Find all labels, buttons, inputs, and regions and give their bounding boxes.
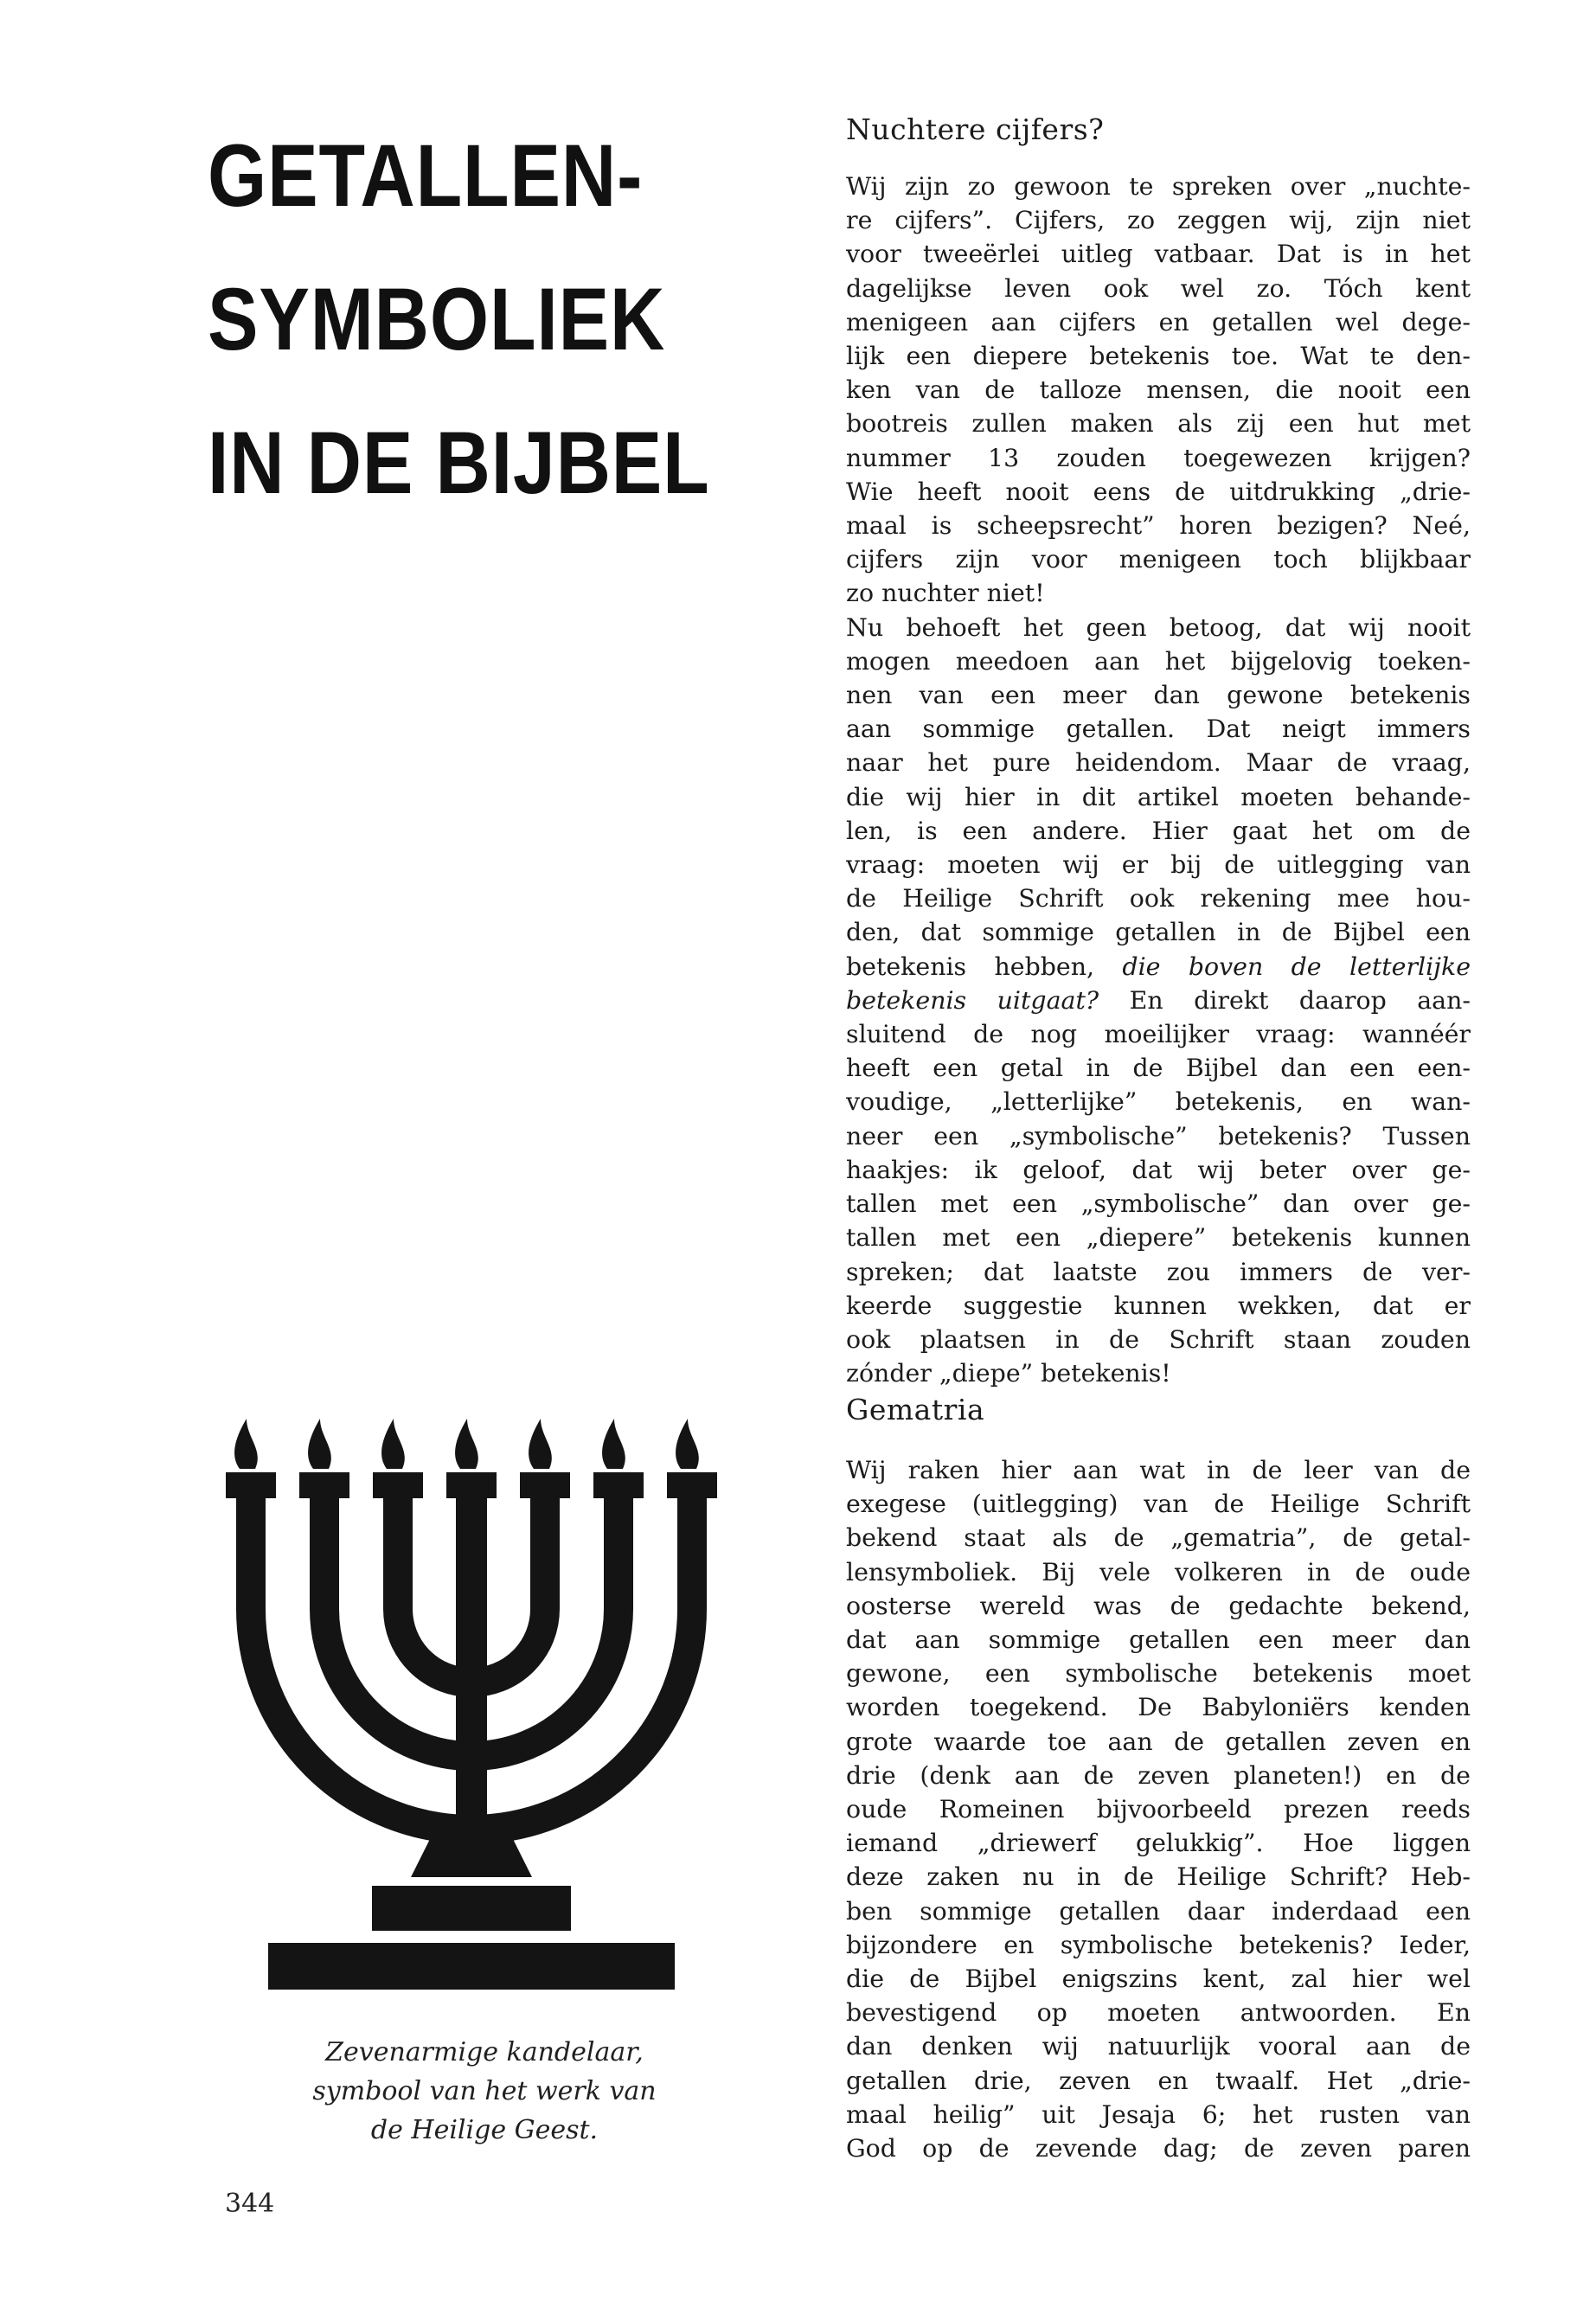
emphasis-text: betekenis uitgaat?	[846, 985, 1099, 1015]
text-line: oosterse wereld was de gedachte bekend,	[846, 1591, 1471, 1620]
menorah-icon	[221, 1419, 731, 1990]
text-line: getallen drie, zeven en twaalf. Het „drie-	[846, 2066, 1471, 2095]
text-line: spreken; dat laatste zou immers de ver-	[846, 1257, 1471, 1286]
text-line: bijzondere en symbolische betekenis? Ieder,	[846, 1930, 1471, 1959]
section-body	[846, 1453, 1471, 2165]
section-heading-wrap	[846, 112, 1471, 146]
text-line: Wij raken hier aan wat in de leer van de	[846, 1456, 1471, 1484]
text-line: bevestigend op moeten antwoorden. En	[846, 1998, 1471, 2028]
text-line: dat aan sommige getallen een meer dan	[846, 1625, 1471, 1655]
text-line: voudige, „letterlijke” betekenis, en wan-	[846, 1087, 1471, 1117]
text-line: voor tweeërlei uitleg vatbaar. Dat is in het	[846, 240, 1471, 269]
text-line	[846, 984, 1471, 1017]
text-line: ken van de talloze mensen, die nooit een	[846, 375, 1471, 405]
title-line: GETALLEN-	[208, 126, 644, 225]
text-line: len, is een andere. Hier gaat het om de	[846, 816, 1471, 845]
text-line: tallen met een „diepere” betekenis kunnen	[846, 1223, 1471, 1253]
text-line: mogen meedoen aan het bijgelovig toeken-	[846, 646, 1471, 676]
text-line: re cijfers”. Cijfers, zo zeggen wij, zijn niet	[846, 206, 1471, 235]
text-line: iemand „driewerf gelukkig”. Hoe liggen	[846, 1829, 1471, 1858]
section-heading: Gematria	[846, 1393, 985, 1426]
section-heading-wrap	[846, 1393, 1471, 1426]
text-line: lijk een diepere betekenis toe. Wat te den-	[846, 342, 1471, 371]
text-line: neer een „symbolische” betekenis? Tussen	[846, 1121, 1471, 1150]
text-line: oude Romeinen bijvoorbeeld prezen reeds	[846, 1795, 1471, 1824]
section-heading: Nuchtere cijfers?	[846, 112, 1105, 146]
text-line: maal heilig” uit Jesaja 6; het rusten van	[846, 2099, 1471, 2129]
title-line: SYMBOLIEK	[208, 270, 666, 369]
text-line: cijfers zijn voor menigeen toch blijkbaar	[846, 545, 1471, 574]
text-run: En direkt daarop aan-	[1099, 985, 1471, 1015]
text-line: de Heilige Schrift ook rekening mee hou-	[846, 884, 1471, 913]
text-line: nummer 13 zouden toegewezen krijgen?	[846, 443, 1471, 472]
caption-line: Zevenarmige kandelaar,	[325, 2037, 644, 2067]
text-line: bootreis zullen maken als zij een hut met	[846, 409, 1471, 439]
text-line: menigeen aan cijfers en getallen wel dege-	[846, 307, 1471, 336]
caption-line: symbool van het werk van	[312, 2076, 657, 2106]
text-line: heeft een getal in de Bijbel dan een een-	[846, 1054, 1471, 1083]
text-line: worden toegekend. De Babyloniërs kenden	[846, 1693, 1471, 1722]
text-line: gewone, een symbolische betekenis moet	[846, 1659, 1471, 1689]
page-number: 344	[225, 2189, 275, 2219]
text-line: deze zaken nu in de Heilige Schrift? Heb-	[846, 1862, 1471, 1892]
text-line: zónder „diepe” betekenis!	[846, 1359, 1171, 1388]
text-line: dan denken wij natuurlijk vooral aan de	[846, 2032, 1471, 2061]
text-line: ook plaatsen in de Schrift staan zouden	[846, 1324, 1471, 1354]
text-line: zo nuchter niet!	[846, 579, 1045, 608]
text-line: die de Bijbel enigszins kent, zal hier wel	[846, 1965, 1471, 1994]
text-line: tallen met een „symbolische” dan over ge-	[846, 1189, 1471, 1219]
text-run: betekenis hebben,	[846, 952, 1123, 981]
text-line: keerde suggestie kunnen wekken, dat er	[846, 1291, 1471, 1320]
text-line: dagelijkse leven ook wel zo. Tóch kent	[846, 273, 1471, 303]
text-line: Wij zijn zo gewoon te spreken over „nuchte-	[846, 172, 1471, 201]
section-body	[846, 170, 1471, 1390]
caption-line: de Heilige Geest.	[370, 2115, 599, 2145]
text-line: die wij hier in dit artikel moeten behande-	[846, 782, 1471, 811]
text-line: Nu behoeft het geen betoog, dat wij nooit	[846, 612, 1471, 642]
text-line	[846, 950, 1471, 984]
text-line: Wie heeft nooit eens de uitdrukking „drie-	[846, 477, 1471, 506]
text-line: bekend staat als de „gematria”, de getal-	[846, 1523, 1471, 1553]
text-line: nen van een meer dan gewone betekenis	[846, 681, 1471, 710]
text-line: aan sommige getallen. Dat neigt immers	[846, 715, 1471, 744]
text-line: ben sommige getallen daar inderdaad een	[846, 1896, 1471, 1926]
text-line: vraag: moeten wij er bij de uitlegging van	[846, 850, 1471, 880]
text-line: drie (denk aan de zeven planeten!) en de	[846, 1760, 1471, 1790]
text-line: naar het pure heidendom. Maar de vraag,	[846, 748, 1471, 778]
text-line: lensymboliek. Bij vele volkeren in de oude	[846, 1557, 1471, 1586]
text-line: grote waarde toe aan de getallen zeven en	[846, 1727, 1471, 1756]
article-title	[208, 104, 710, 535]
text-line: God op de zevende dag; de zeven paren	[846, 2134, 1471, 2163]
figure-caption	[260, 2033, 709, 2150]
title-line: IN DE BIJBEL	[208, 413, 710, 512]
text-line: sluitend de nog moeilijker vraag: wannéér	[846, 1020, 1471, 1049]
text-line: haakjes: ik geloof, dat wij beter over ge-	[846, 1155, 1471, 1184]
text-line: maal is scheepsrecht” horen bezigen? Neé,	[846, 511, 1471, 541]
emphasis-text: die boven de letterlijke	[1122, 952, 1471, 981]
text-line: den, dat sommige getallen in de Bijbel een	[846, 918, 1471, 947]
text-line: exegese (uitlegging) van de Heilige Schrift	[846, 1490, 1471, 1519]
